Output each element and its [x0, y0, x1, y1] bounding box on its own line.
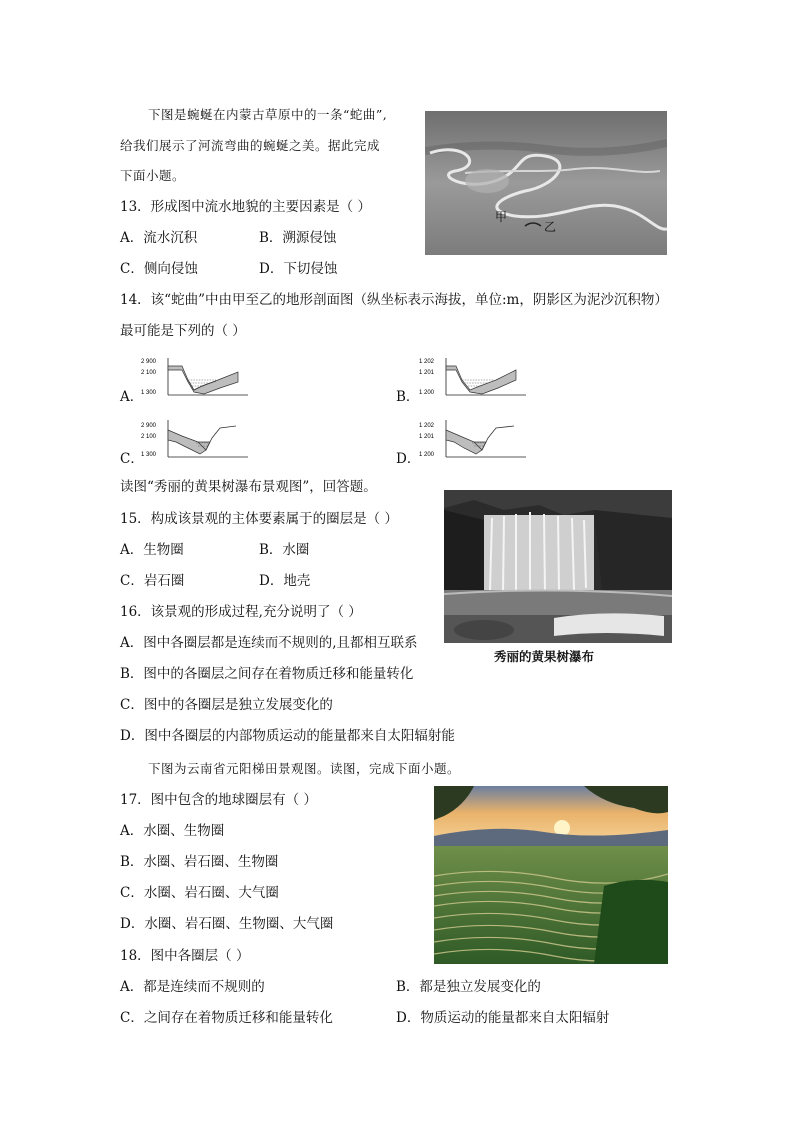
q15-stem: 15．构成该景观的主体要素属于的圈层是（ ） — [120, 511, 398, 527]
intro2: 读图“秀丽的黄果树瀑布景观图”，回答题。 — [120, 479, 377, 495]
tick-label: 1 202 — [419, 359, 435, 365]
label-jia: 甲 — [495, 210, 508, 224]
q16-option-c[interactable]: C．图中的各圈层是独立发展变化的 — [120, 697, 333, 713]
tick-label: 2 100 — [141, 434, 157, 440]
terrace-photo — [434, 786, 668, 964]
meander-photo — [425, 111, 667, 255]
waterfall-caption: 秀丽的黄果树瀑布 — [494, 649, 595, 664]
profile-diagram-b — [418, 354, 528, 402]
q16-option-d[interactable]: D．图中各圈层的内部物质运动的能量都来自太阳辐射能 — [120, 728, 455, 744]
q14-option-a[interactable]: A． — [120, 389, 144, 405]
q16-option-b[interactable]: B．图中的各圈层之间存在着物质迁移和能量转化 — [120, 666, 414, 682]
q13-option-b[interactable]: B．溯源侵蚀 — [259, 230, 337, 246]
tick-label: 1 200 — [419, 390, 435, 396]
q17-option-d[interactable]: D．水圈、岩石圈、生物圈、大气圈 — [120, 916, 334, 932]
q14-option-b[interactable]: B． — [396, 389, 420, 405]
q14-stem-line2: 最可能是下列的（ ） — [120, 323, 246, 339]
tick-label: 2 900 — [141, 359, 157, 365]
q18-option-b[interactable]: B．都是独立发展变化的 — [396, 979, 541, 995]
profile-diagram-c — [140, 416, 250, 464]
tick-label: 2 900 — [141, 423, 157, 429]
waterfall-photo — [444, 490, 672, 643]
q18-option-d[interactable]: D．物质运动的能量都来自太阳辐射 — [396, 1010, 610, 1026]
q13-option-d[interactable]: D．下切侵蚀 — [259, 261, 338, 277]
q14-option-c[interactable]: C． — [120, 451, 144, 467]
q14-stem-line1: 14．该“蛇曲”中由甲至乙的地形剖面图（纵坐标表示海拔，单位:m，阴影区为泥沙沉积物） — [120, 292, 668, 308]
q17-stem: 17．图中包含的地球圈层有（ ） — [120, 792, 317, 808]
q17-option-c[interactable]: C．水圈、岩石圈、大气圈 — [120, 885, 279, 901]
q13-option-a[interactable]: A．流水沉积 — [120, 230, 198, 246]
tick-label: 2 100 — [141, 370, 157, 376]
intro1-line1: 下图是蜿蜒在内蒙古草原中的一条“蛇曲”, — [148, 107, 388, 122]
q13-stem: 13．形成图中流水地貌的主要因素是（ ） — [120, 199, 371, 215]
q18-option-c[interactable]: C．之间存在着物质迁移和能量转化 — [120, 1010, 333, 1026]
label-yi: 乙 — [544, 220, 557, 234]
q17-option-b[interactable]: B．水圈、岩石圈、生物圈 — [120, 854, 279, 870]
q16-option-a[interactable]: A．图中各圈层都是连续而不规则的,且都相互联系 — [120, 635, 418, 651]
profile-diagram-d — [418, 416, 528, 464]
q18-stem: 18．图中各圈层（ ） — [120, 948, 250, 964]
intro3: 下图为云南省元阳梯田景观图。读图，完成下面小题。 — [148, 761, 461, 776]
q13-option-c[interactable]: C．侧向侵蚀 — [120, 261, 198, 277]
q15-option-b[interactable]: B．水圈 — [259, 542, 310, 558]
intro1-line3: 下面小题。 — [120, 168, 186, 183]
q17-option-a[interactable]: A．水圈、生物圈 — [120, 823, 225, 839]
intro1-line2: 给我们展示了河流弯曲的蜿蜒之美。据此完成 — [120, 138, 381, 153]
q18-option-a[interactable]: A．都是连续而不规则的 — [120, 979, 265, 995]
tick-label: 1 201 — [419, 434, 435, 440]
profile-diagram-a — [140, 354, 250, 402]
q15-option-a[interactable]: A．生物圈 — [120, 542, 184, 558]
q15-option-c[interactable]: C．岩石圈 — [120, 573, 185, 589]
tick-label: 1 300 — [141, 452, 157, 458]
tick-label: 1 300 — [141, 390, 157, 396]
tick-label: 1 201 — [419, 370, 435, 376]
tick-label: 1 202 — [419, 423, 435, 429]
q15-option-d[interactable]: D．地壳 — [259, 573, 311, 589]
q16-stem: 16．该景观的形成过程,充分说明了（ ） — [120, 604, 362, 620]
q14-option-d[interactable]: D． — [396, 451, 421, 467]
tick-label: 1 200 — [419, 452, 435, 458]
